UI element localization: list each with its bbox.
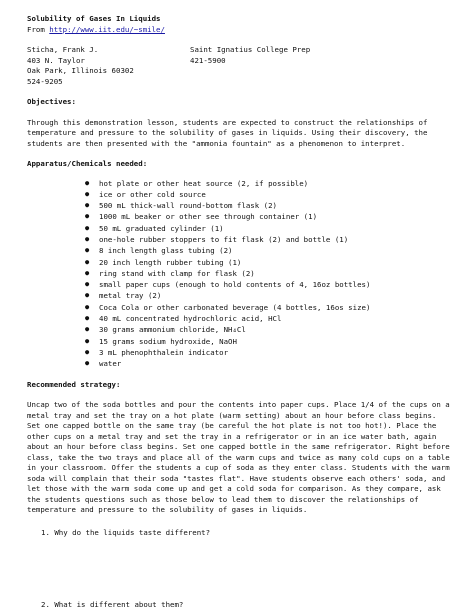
bullet-icon: ● — [85, 359, 90, 368]
school-name: Saint Ignatius College Prep — [190, 45, 311, 54]
apparatus-item — [85, 358, 452, 369]
contact-block — [27, 45, 452, 87]
apparatus-item-label: 20 inch length rubber tubing (1) — [99, 257, 242, 267]
apparatus-item — [85, 336, 452, 347]
bullet-icon: ● — [85, 257, 90, 266]
question-2: 2. What is different about them? — [41, 600, 184, 610]
apparatus-item — [85, 234, 452, 245]
bullet-icon: ● — [85, 291, 90, 300]
bullet-icon: ● — [85, 268, 90, 277]
bullet-icon: ● — [85, 246, 90, 255]
apparatus-item — [85, 257, 452, 268]
strategy-text: Uncap two of the soda bottles and pour the contents into paper cups. Place 1/4 of the cups on a metal tray and set the tray on a hot plate (warm setting) about an hour before class begins. Set one capped bottle on the same tray (be careful the hot plate is not too hot!). Place the other cups on a metal tray and set the tray in a refrigerator or in an ice water bath, again about an hour before class begins. Set one capped bottle in the same refrigerator. Right before class, take the two trays and place all of the warm cups and twice as many cold cups on a table in your classroom. Offer the students a cup of soda as they enter class. Students with the warm soda will complain that their soda "tastes flat". Have students observe each others' soda, and let those with the warm soda come up and get a cold soda for comparison. As they compare, ask the students questions such as those below to lead them to discover the relationships of temperature and pressure to the solubility of gases in liquids. — [27, 400, 450, 515]
document-title: Solubility of Gases In Liquids — [27, 14, 161, 23]
apparatus-item-label: 50 mL graduated cylinder (1) — [99, 223, 224, 233]
bullet-icon: ● — [85, 336, 90, 345]
objectives-heading: Objectives: — [27, 97, 76, 106]
apparatus-item-label: water — [99, 359, 122, 369]
apparatus-item-label: 30 grams ammonium chloride, NH₄Cl — [99, 325, 246, 335]
apparatus-item-label: small paper cups (enough to hold contents of 4, 16oz bottles) — [99, 280, 371, 290]
bullet-icon: ● — [85, 189, 90, 198]
bullet-icon: ● — [85, 178, 90, 187]
apparatus-item — [85, 268, 452, 279]
apparatus-item-label: 8 inch length glass tubing (2) — [99, 246, 233, 256]
apparatus-item — [85, 223, 452, 234]
school-phone: 421-5900 — [190, 55, 226, 65]
apparatus-item — [85, 279, 452, 290]
apparatus-item-label: hot plate or other heat source (2, if possible) — [99, 178, 309, 188]
question-1: 1. Why do the liquids taste different? — [41, 527, 211, 537]
bullet-icon: ● — [85, 234, 90, 243]
apparatus-item-label: 15 grams sodium hydroxide, NaOH — [99, 336, 237, 346]
author-street: 403 N. Taylor — [27, 55, 85, 65]
bullet-icon: ● — [85, 314, 90, 323]
apparatus-item-label: metal tray (2) — [99, 291, 162, 301]
apparatus-item — [85, 347, 452, 358]
bullet-icon: ● — [85, 201, 90, 210]
apparatus-item-label: 3 mL phenophthalein indicator — [99, 347, 229, 357]
bullet-icon: ● — [85, 347, 90, 356]
bullet-icon: ● — [85, 325, 90, 334]
source-label: From — [27, 24, 45, 34]
bullet-icon: ● — [85, 302, 90, 311]
bullet-icon: ● — [85, 280, 90, 289]
apparatus-item — [85, 324, 452, 335]
apparatus-item-label: one-hole rubber stoppers to fit flask (2) and bottle (1) — [99, 234, 349, 244]
bullet-icon: ● — [85, 212, 90, 221]
apparatus-item — [85, 302, 452, 313]
author-phone: 524-9205 — [27, 76, 63, 86]
apparatus-item — [85, 189, 452, 200]
author-city: Oak Park, Illinois 60302 — [27, 66, 134, 75]
apparatus-item — [85, 178, 452, 189]
apparatus-item — [85, 313, 452, 324]
school-address — [190, 45, 310, 87]
strategy-heading: Recommended strategy: — [27, 379, 121, 389]
apparatus-item — [85, 200, 452, 211]
apparatus-item — [85, 245, 452, 256]
source-link[interactable]: http://www.iit.edu/~smile/ — [49, 24, 165, 34]
author-address — [27, 45, 190, 87]
apparatus-item-label: 1000 mL beaker or other see through container (1) — [99, 212, 318, 222]
bullet-icon: ● — [85, 223, 90, 232]
apparatus-item — [85, 290, 452, 301]
document-page — [27, 14, 452, 611]
apparatus-item-label: ice or other cold source — [99, 189, 206, 199]
apparatus-list — [27, 178, 452, 370]
apparatus-heading: Apparatus/Chemicals needed: — [27, 159, 148, 168]
apparatus-item-label: 40 mL concentrated hydrochloric acid, HCl — [99, 314, 282, 324]
apparatus-item — [85, 211, 452, 222]
apparatus-item-label: ring stand with clamp for flask (2) — [99, 268, 255, 278]
apparatus-item-label: 500 mL thick-wall round-bottom flask (2) — [99, 201, 277, 211]
apparatus-item-label: Coca Cola or other carbonated beverage (4 bottles, 16os size) — [99, 302, 371, 312]
source-line — [27, 25, 452, 36]
author-name: Sticha, Frank J. — [27, 45, 99, 54]
objectives-text: Through this demonstration lesson, students are expected to construct the relationships of temperature and pressure to the solubility of gases in liquids. Using their discovery, the students are then presented with the "ammonia fountain" as a phenomenon to interpret. — [27, 117, 428, 148]
